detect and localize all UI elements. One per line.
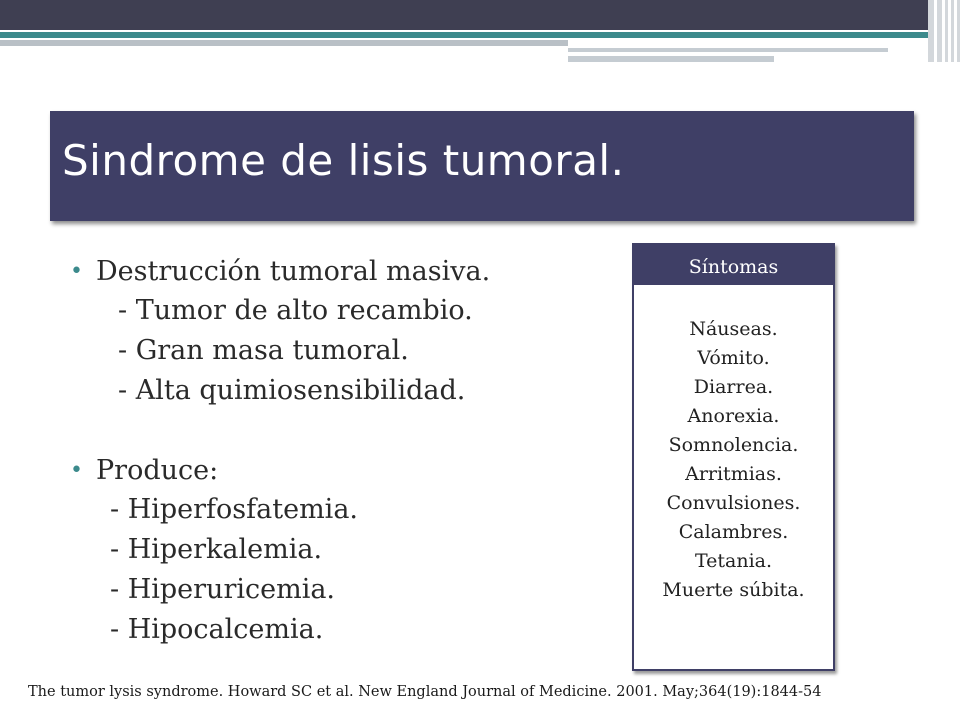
symptom-item: Vómito. bbox=[697, 347, 770, 369]
bullet-item bbox=[70, 451, 610, 490]
symptoms-box bbox=[632, 243, 835, 671]
top-decor-bar bbox=[0, 0, 960, 30]
sub-item: - Alta quimiosensibilidad. bbox=[118, 375, 466, 406]
sub-item: - Hiperuricemia. bbox=[110, 574, 336, 605]
symptom-item: Somnolencia. bbox=[668, 434, 799, 456]
sub-item: - Hiperkalemia. bbox=[110, 534, 323, 565]
symptom-item: Anorexia. bbox=[687, 405, 780, 427]
sub-item: - Gran masa tumoral. bbox=[118, 335, 409, 366]
symptoms-list bbox=[634, 285, 833, 605]
symptom-item: Náuseas. bbox=[689, 318, 778, 340]
symptom-item: Diarrea. bbox=[693, 376, 774, 398]
slide-title: Sindrome de lisis tumoral. bbox=[62, 136, 625, 185]
decor-line bbox=[568, 56, 774, 62]
symptom-item: Convulsiones. bbox=[666, 492, 801, 514]
symptom-item: Calambres. bbox=[678, 521, 789, 543]
bullet-text: Destrucción tumoral masiva. bbox=[96, 256, 491, 287]
main-content bbox=[70, 252, 610, 650]
sub-item: - Tumor de alto recambio. bbox=[118, 295, 473, 326]
top-accent-line bbox=[0, 32, 960, 38]
bullet-text: Produce: bbox=[96, 455, 219, 486]
sub-item: - Hiperfosfatemia. bbox=[110, 494, 358, 525]
sub-item: - Hipocalcemia. bbox=[110, 614, 324, 645]
decor-line bbox=[568, 48, 888, 52]
bullet-icon: • bbox=[70, 458, 83, 483]
decor-stripes bbox=[928, 0, 960, 62]
citation-footer: The tumor lysis syndrome. Howard SC et al. New England Journal of Medicine. 2001. May;364(19):1844-54 bbox=[28, 684, 822, 700]
symptom-item: Arritmias. bbox=[685, 463, 782, 485]
decor-line bbox=[0, 40, 568, 46]
symptom-item: Muerte súbita. bbox=[662, 579, 805, 601]
bullet-icon: • bbox=[70, 259, 83, 284]
bullet-item bbox=[70, 252, 610, 291]
symptoms-heading: Síntomas bbox=[634, 245, 833, 285]
symptom-item: Tetania. bbox=[694, 550, 773, 572]
